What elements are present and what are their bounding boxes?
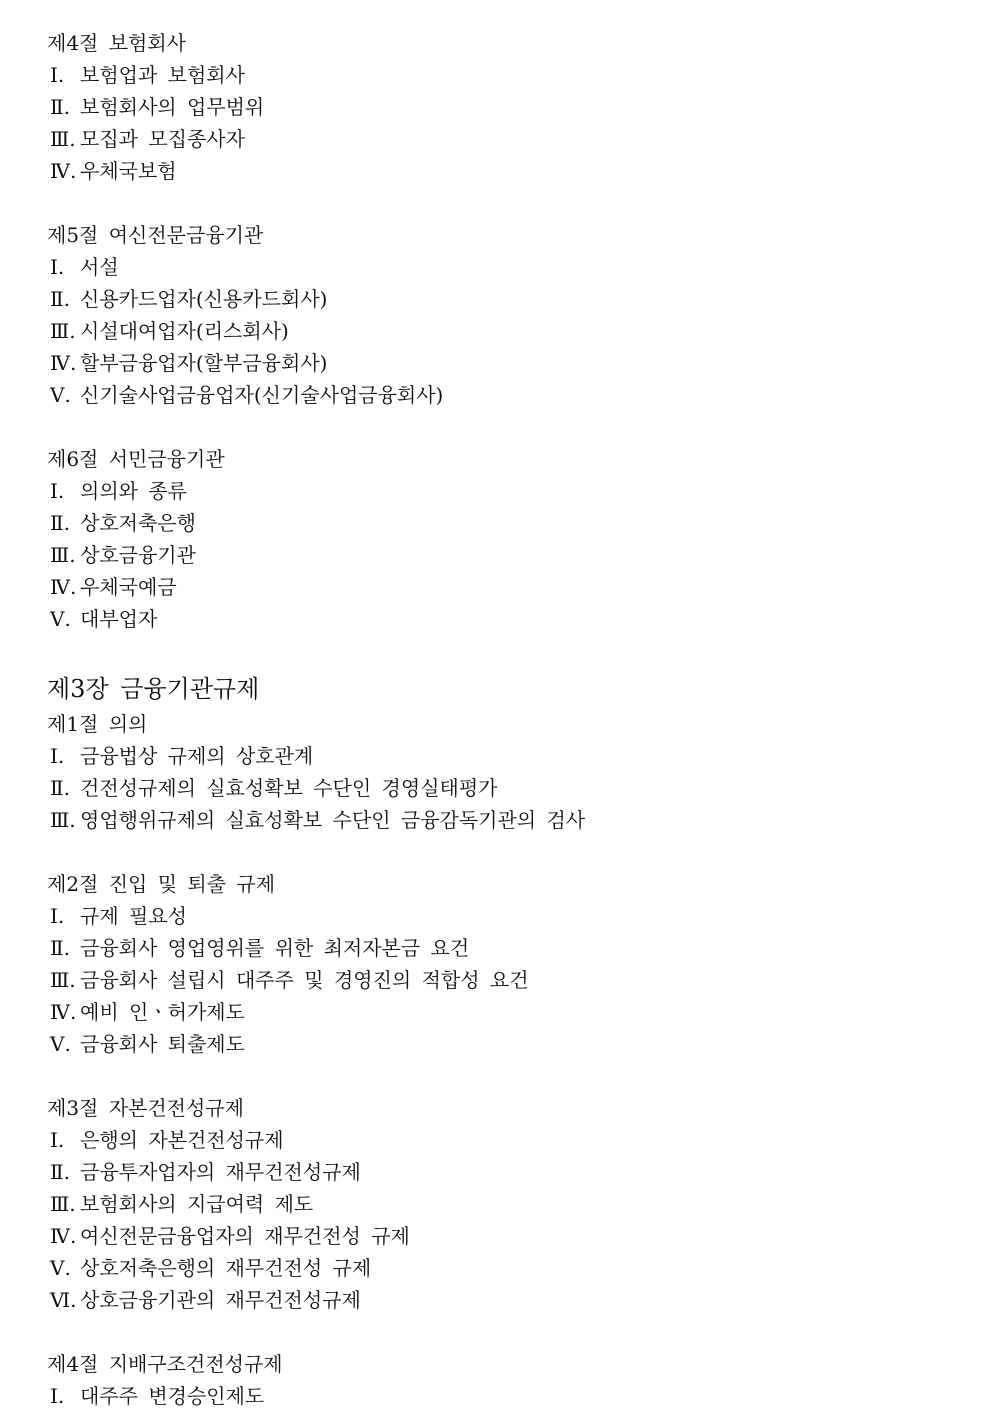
list-item <box>47 772 967 804</box>
list-item <box>47 932 967 964</box>
item-number: Ⅰ. <box>50 1384 65 1408</box>
item-number: Ⅰ. <box>50 479 65 503</box>
item-number: Ⅴ. <box>50 1032 71 1056</box>
item-number: Ⅲ. <box>50 968 76 992</box>
list-item <box>47 996 967 1028</box>
section-heading: 제3절 자본건전성규제 <box>47 1096 244 1120</box>
item-text: 대부업자 <box>80 607 158 631</box>
item-text: 은행의 자본건전성규제 <box>80 1128 284 1152</box>
item-text: 상호금융기관의 재무건전성규제 <box>80 1288 361 1312</box>
list-item <box>47 1188 967 1220</box>
spacer <box>47 635 967 667</box>
item-number: Ⅴ. <box>50 383 71 407</box>
item-text: 보험업과 보험회사 <box>80 63 245 87</box>
list-item <box>47 900 967 932</box>
list-item <box>47 571 967 603</box>
item-number: Ⅰ. <box>50 1128 65 1152</box>
item-text: 금융회사 설립시 대주주 및 경영진의 적합성 요건 <box>80 968 529 992</box>
spacer <box>47 411 967 443</box>
item-text: 신용카드업자(신용카드회사) <box>80 287 328 311</box>
spacer <box>47 1060 967 1092</box>
item-number: Ⅳ. <box>50 159 77 183</box>
list-item <box>47 123 967 155</box>
section-heading: 제6절 서민금융기관 <box>47 447 225 471</box>
spacer <box>47 836 967 868</box>
list-item <box>47 740 967 772</box>
item-text: 우체국예금 <box>80 575 177 599</box>
section-heading: 제4절 보험회사 <box>47 31 187 55</box>
list-item <box>47 315 967 347</box>
item-number: Ⅰ. <box>50 744 65 768</box>
item-number: Ⅳ. <box>50 1000 77 1024</box>
list-item <box>47 283 967 315</box>
list-item <box>47 507 967 539</box>
item-text: 예비 인ㆍ허가제도 <box>80 1000 245 1024</box>
list-item <box>47 379 967 411</box>
list-item <box>47 804 967 836</box>
item-number: Ⅱ. <box>50 287 70 311</box>
item-number: Ⅱ. <box>50 936 70 960</box>
list-item <box>47 155 967 187</box>
item-text: 상호저축은행의 재무건전성 규제 <box>80 1256 372 1280</box>
item-number: Ⅲ. <box>50 127 76 151</box>
item-text: 금융투자업자의 재무건전성규제 <box>80 1160 361 1184</box>
item-number: Ⅳ. <box>50 1224 77 1248</box>
item-number: Ⅲ. <box>50 319 76 343</box>
item-number: Ⅱ. <box>50 776 70 800</box>
item-number: Ⅳ. <box>50 575 77 599</box>
item-number: Ⅲ. <box>50 543 76 567</box>
section-heading: 제5절 여신전문금융기관 <box>47 223 264 247</box>
section-heading: 제1절 의의 <box>47 712 148 736</box>
item-number: Ⅵ. <box>50 1288 77 1312</box>
item-number: Ⅱ. <box>50 511 70 535</box>
list-item <box>47 475 967 507</box>
table-of-contents <box>47 27 967 1412</box>
item-text: 영업행위규제의 실효성확보 수단인 금융감독기관의 검사 <box>80 808 586 832</box>
item-number: Ⅰ. <box>50 63 65 87</box>
item-text: 금융회사 영업영위를 위한 최저자본금 요건 <box>80 936 470 960</box>
item-text: 서설 <box>80 255 119 279</box>
item-number: Ⅰ. <box>50 904 65 928</box>
item-number: Ⅴ. <box>50 607 71 631</box>
item-number: Ⅲ. <box>50 1192 76 1216</box>
item-text: 규제 필요성 <box>80 904 187 928</box>
list-item <box>47 1252 967 1284</box>
list-item <box>47 1220 967 1252</box>
item-text: 할부금융업자(할부금융회사) <box>80 351 328 375</box>
list-item <box>47 1380 967 1412</box>
item-number: Ⅲ. <box>50 808 76 832</box>
item-text: 모집과 모집종사자 <box>80 127 245 151</box>
item-text: 시설대여업자(리스회사) <box>80 319 289 343</box>
item-number: Ⅰ. <box>50 255 65 279</box>
spacer <box>47 1316 967 1348</box>
list-item <box>47 59 967 91</box>
list-item <box>47 251 967 283</box>
item-text: 우체국보험 <box>80 159 177 183</box>
item-text: 신기술사업금융업자(신기술사업금융회사) <box>80 383 444 407</box>
item-text: 상호저축은행 <box>80 511 196 535</box>
section-heading: 제2절 진입 및 퇴출 규제 <box>47 872 276 896</box>
item-number: Ⅳ. <box>50 351 77 375</box>
list-item <box>47 539 967 571</box>
item-text: 여신전문금융업자의 재무건전성 규제 <box>80 1224 410 1248</box>
section-heading: 제4절 지배구조건전성규제 <box>47 1352 283 1376</box>
item-text: 의의와 종류 <box>80 479 187 503</box>
item-text: 보험회사의 업무범위 <box>80 95 265 119</box>
list-item <box>47 1124 967 1156</box>
list-item <box>47 964 967 996</box>
item-text: 상호금융기관 <box>80 543 196 567</box>
item-number: Ⅴ. <box>50 1256 71 1280</box>
item-text: 대주주 변경승인제도 <box>80 1384 265 1408</box>
chapter-heading: 제3장 금융기관규제 <box>47 675 260 703</box>
item-number: Ⅱ. <box>50 1160 70 1184</box>
list-item <box>47 1028 967 1060</box>
item-text: 보험회사의 지급여력 제도 <box>80 1192 314 1216</box>
item-number: Ⅱ. <box>50 95 70 119</box>
list-item <box>47 1284 967 1316</box>
list-item <box>47 603 967 635</box>
list-item <box>47 91 967 123</box>
item-text: 금융회사 퇴출제도 <box>80 1032 245 1056</box>
item-text: 건전성규제의 실효성확보 수단인 경영실태평가 <box>80 776 498 800</box>
list-item <box>47 1156 967 1188</box>
spacer <box>47 187 967 219</box>
item-text: 금융법상 규제의 상호관계 <box>80 744 314 768</box>
list-item <box>47 347 967 379</box>
